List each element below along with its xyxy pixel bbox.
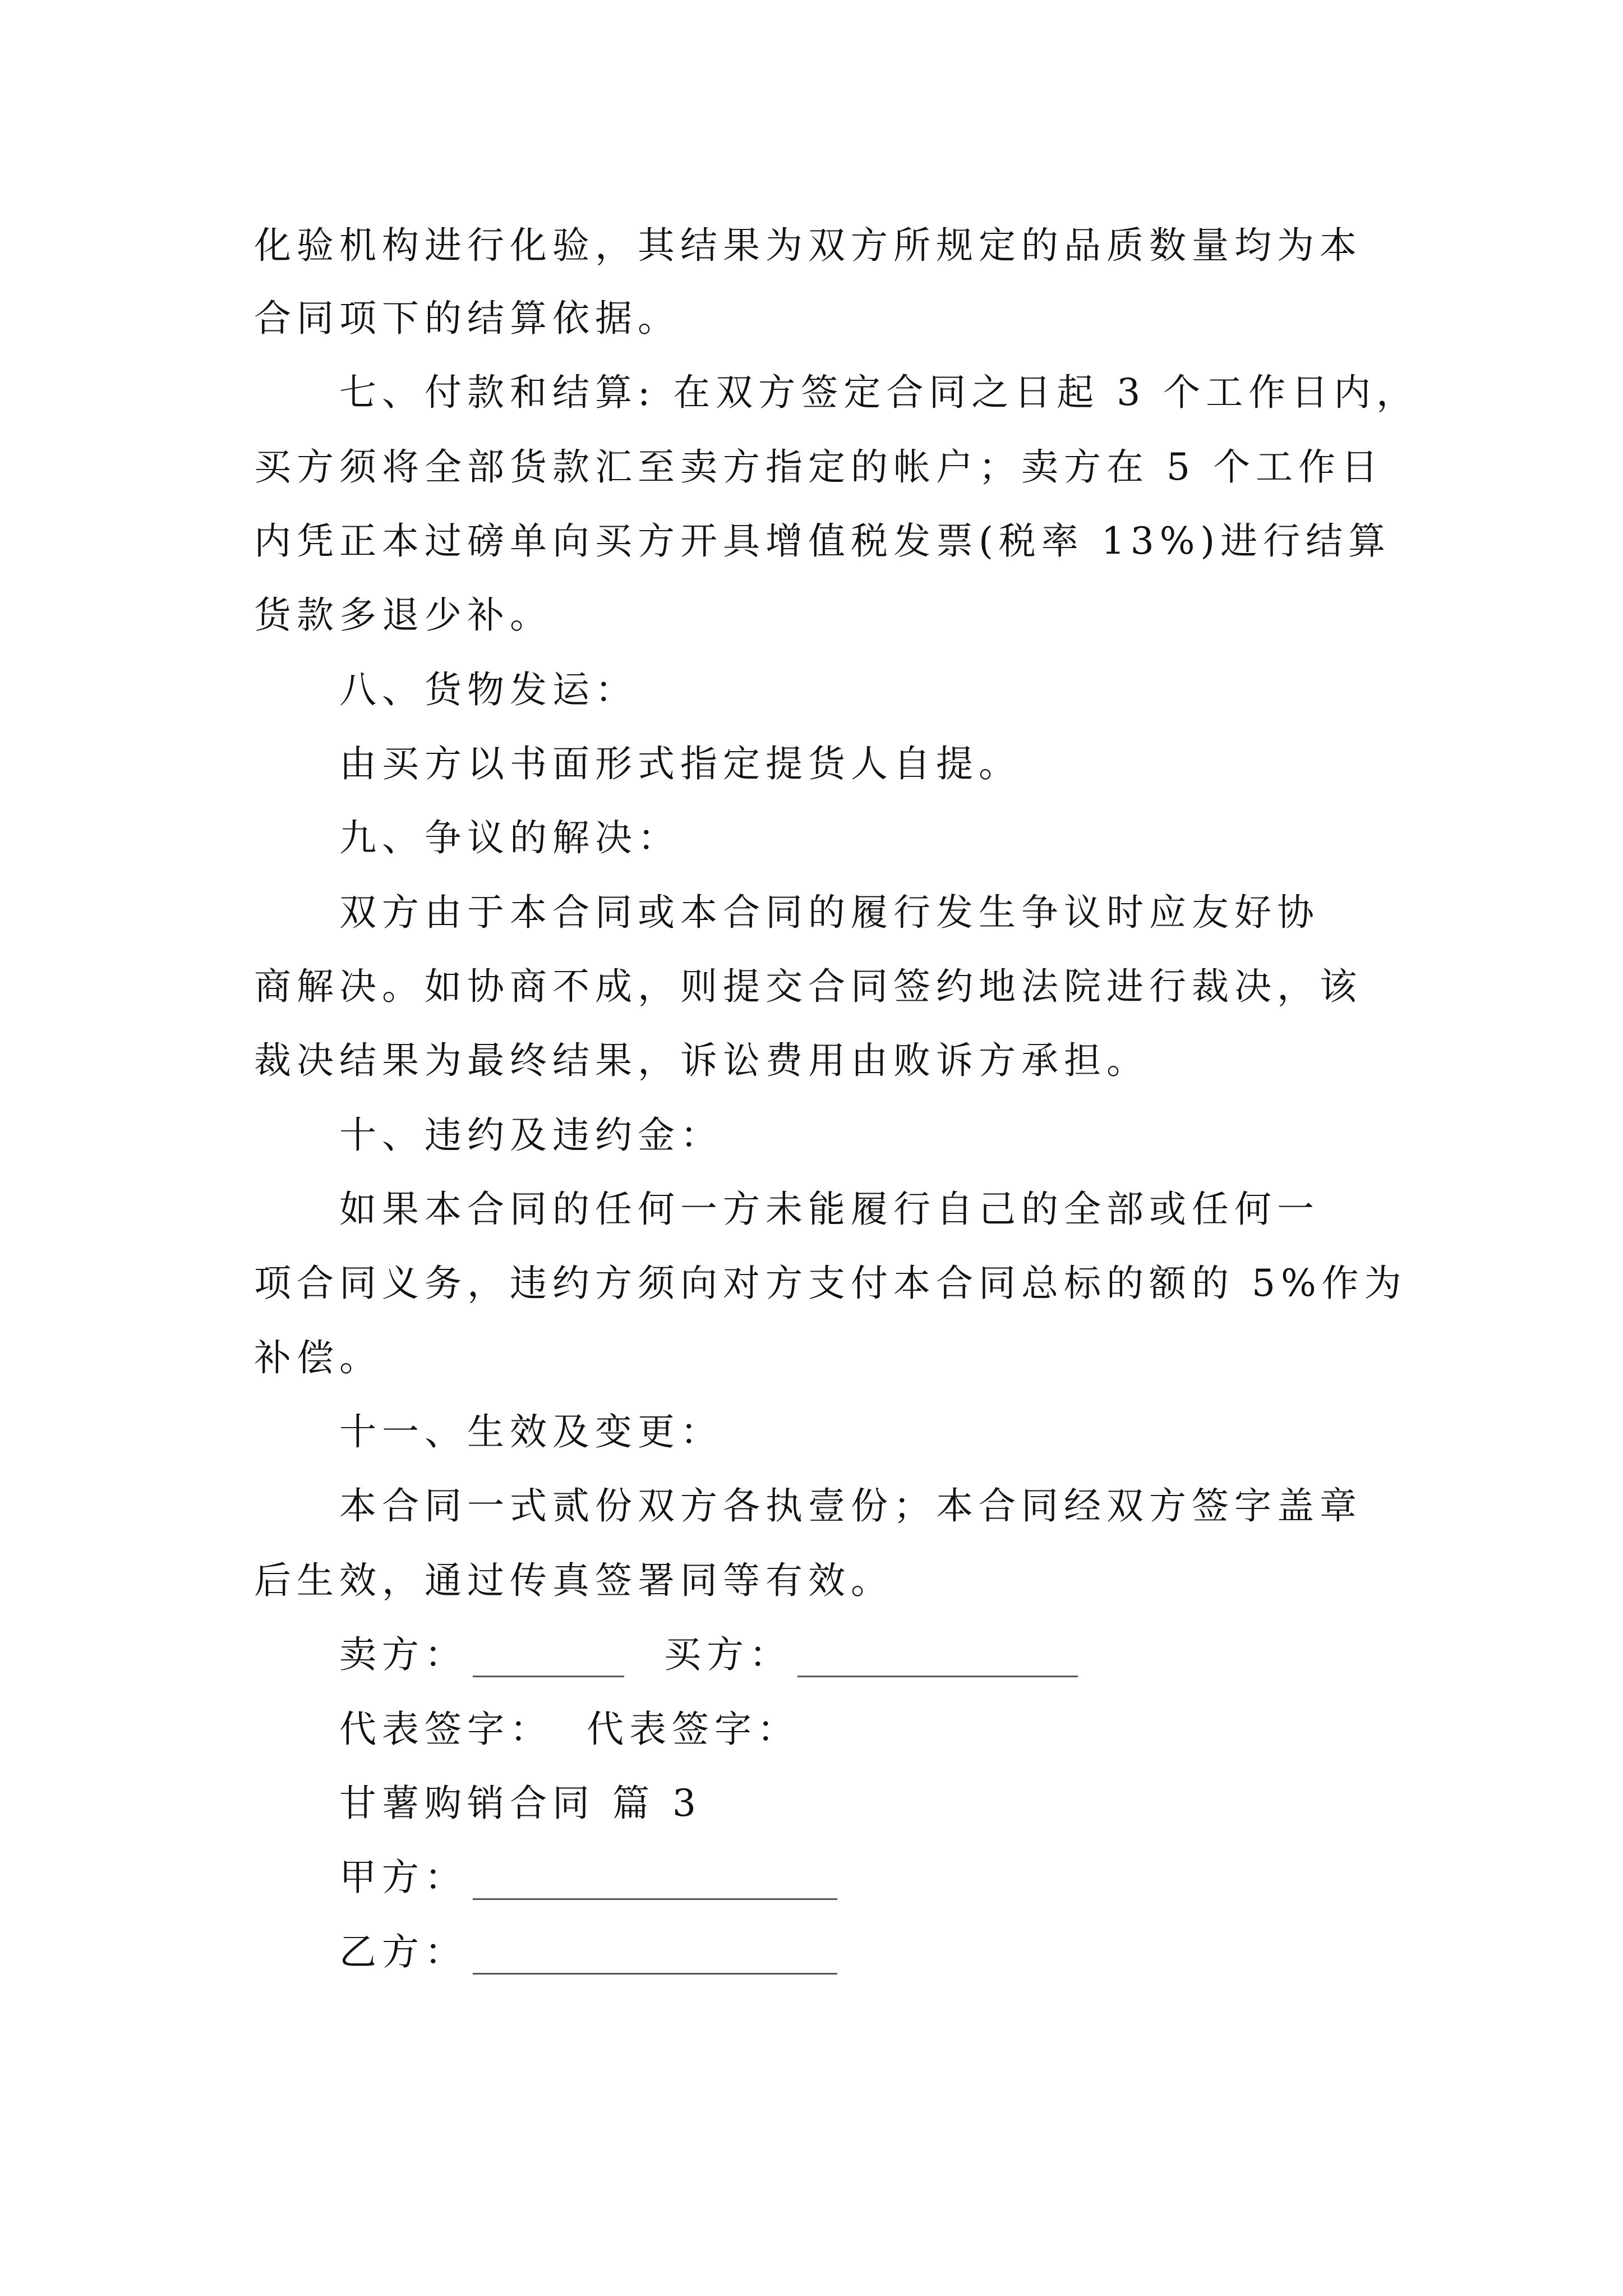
- next-section-title: 甘薯购销合同 篇 3: [339, 1782, 702, 1825]
- party-b-label: 乙方：: [339, 1930, 467, 1973]
- seller-label: 卖方：: [339, 1633, 467, 1676]
- representative-sign-row: [339, 1707, 800, 1752]
- party-a-label: 甲方：: [339, 1856, 467, 1899]
- paragraph-line: 化验机构进行化验，其结果为双方所规定的品质数量均为本: [254, 224, 1362, 267]
- paragraph-line: 后生效，通过传真签署同等有效。: [254, 1559, 893, 1602]
- section-heading-shipping: 八、货物发运：: [339, 668, 638, 711]
- party-a-blank[interactable]: [473, 1865, 837, 1900]
- buyer-label: 买方：: [663, 1633, 792, 1676]
- paragraph-line: 项合同义务，违约方须向对方支付本合同总标的额的 5%作为: [254, 1262, 1407, 1305]
- section-heading-effectiveness: 十一、生效及变更：: [339, 1410, 723, 1453]
- section-heading-payment: 七、付款和结算: 在双方签定合同之日起 3 个工作日内，: [339, 371, 1419, 414]
- party-a-row: [339, 1855, 837, 1900]
- section-heading-dispute: 九、争议的解决：: [339, 816, 680, 859]
- paragraph-line: 裁决结果为最终结果，诉讼费用由败诉方承担。: [254, 1039, 1149, 1082]
- paragraph-line: 合同项下的结算依据。: [254, 297, 680, 340]
- paragraph-line: 双方由于本合同或本合同的履行发生争议时应友好协: [339, 891, 1320, 934]
- paragraph-line: 本合同一式贰份双方各执壹份；本合同经双方签字盖章: [339, 1484, 1362, 1527]
- paragraph-line: 商解决。如协商不成，则提交合同签约地法院进行裁决，该: [254, 965, 1362, 1008]
- buyer-blank[interactable]: [797, 1642, 1078, 1677]
- seller-rep-sign-label: 代表签字：: [339, 1708, 552, 1751]
- party-b-row: [339, 1930, 837, 1975]
- paragraph-line: 货款多退少补。: [254, 593, 552, 637]
- party-b-blank[interactable]: [473, 1939, 837, 1975]
- section-heading-breach: 十、违约及违约金：: [339, 1114, 723, 1157]
- seller-blank[interactable]: [473, 1642, 624, 1677]
- buyer-rep-sign-label: 代表签字：: [586, 1708, 800, 1751]
- paragraph-line: 内凭正本过磅单向买方开具增值税发票(税率 13%)进行结算: [254, 519, 1391, 563]
- paragraph-line: 由买方以书面形式指定提货人自提。: [339, 742, 1021, 785]
- paragraph-line: 如果本合同的任何一方未能履行自己的全部或任何一: [339, 1188, 1320, 1231]
- signature-parties-row: [339, 1632, 1078, 1677]
- paragraph-line: 补偿。: [254, 1336, 382, 1379]
- paragraph-line: 买方须将全部货款汇至卖方指定的帐户；卖方在 5 个工作日: [254, 445, 1384, 489]
